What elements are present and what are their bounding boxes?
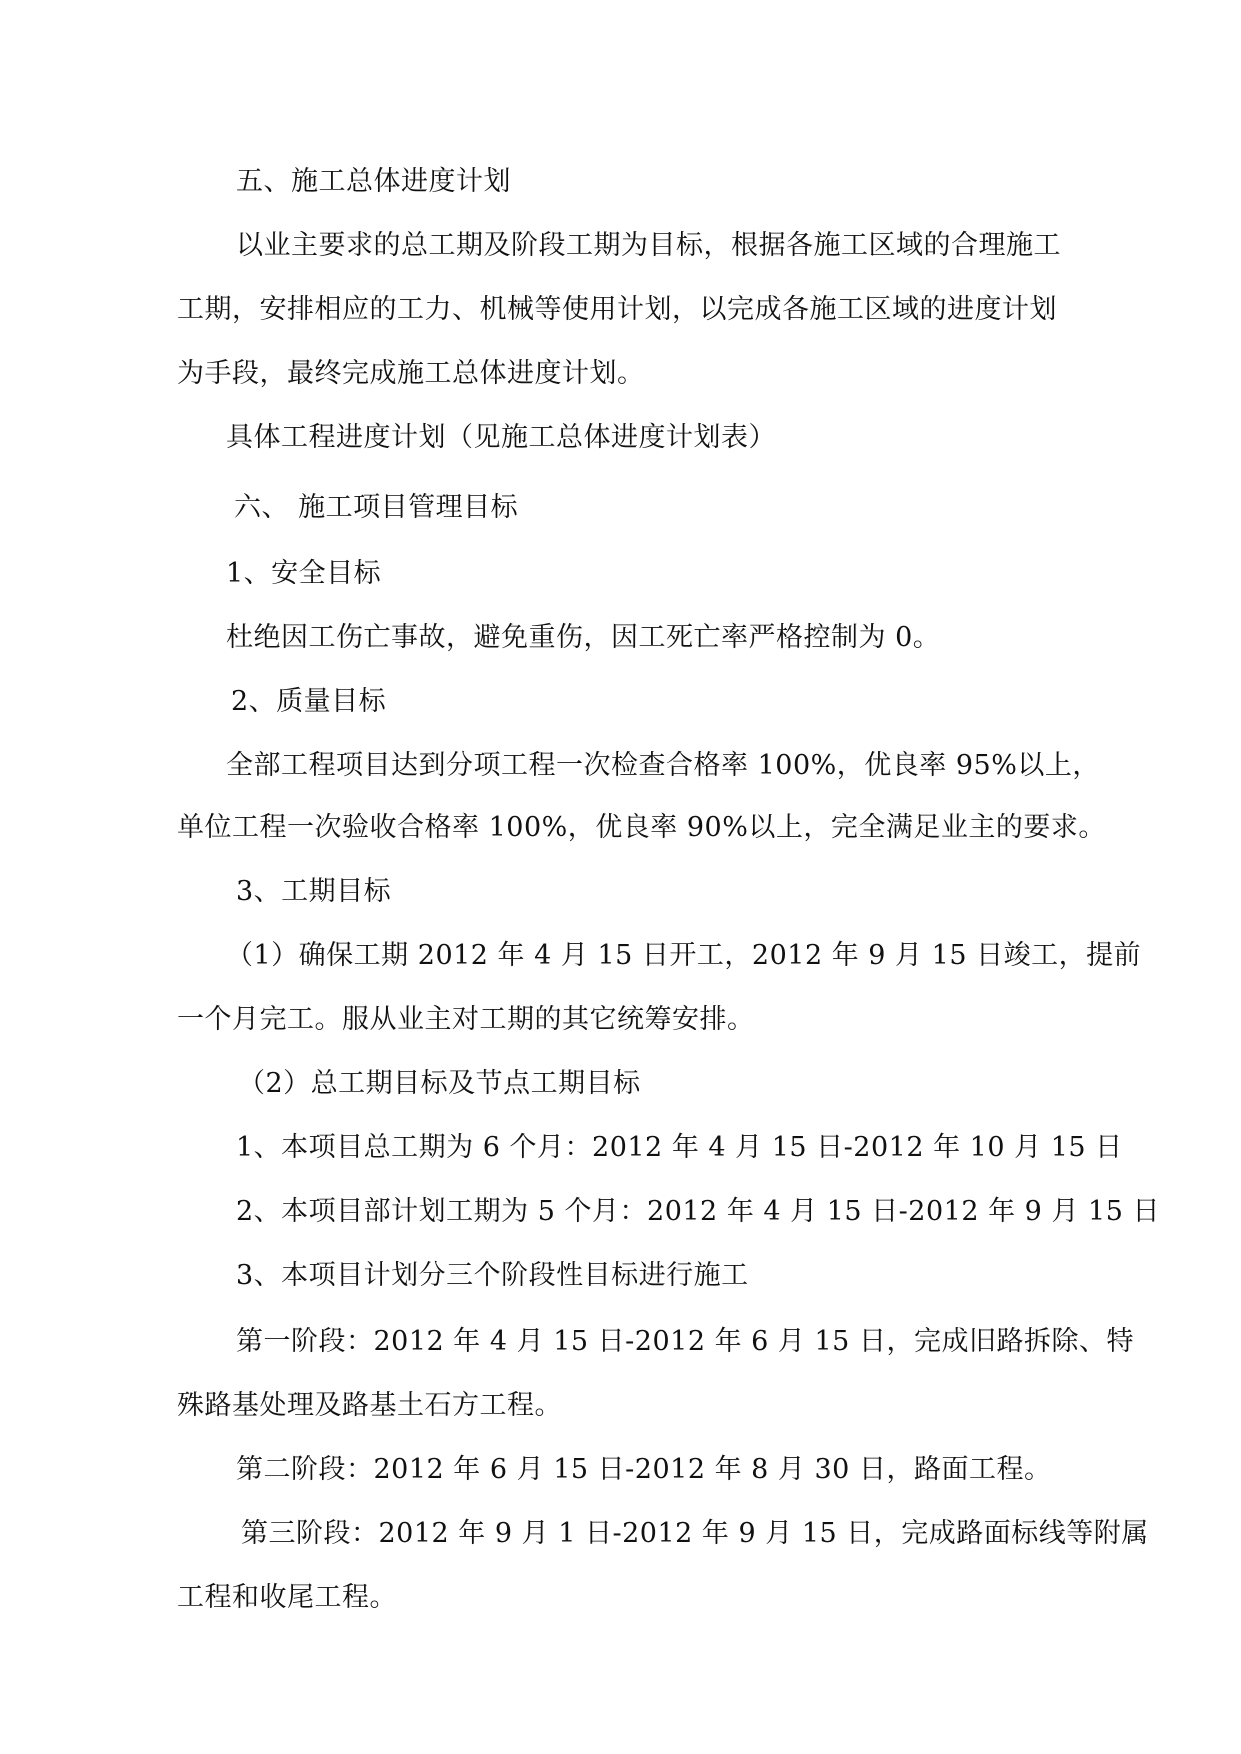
paragraph-line: 以业主要求的总工期及阶段工期为目标，根据各施工区域的合理施工 <box>236 230 1061 261</box>
paragraph-line: 第一阶段：2012 年 4 月 15 日-2012 年 6 月 15 日，完成旧路拆除、特 <box>236 1326 1134 1357</box>
section-heading-schedule: 五、施工总体进度计划 <box>236 166 511 197</box>
paragraph-line: 为手段，最终完成施工总体进度计划。 <box>177 358 645 389</box>
paragraph-line: 工期，安排相应的工力、机械等使用计划，以完成各施工区域的进度计划 <box>177 294 1057 325</box>
paragraph-line: 第二阶段：2012 年 6 月 15 日-2012 年 8 月 30 日，路面工程。 <box>236 1454 1052 1485</box>
paragraph-line: 具体工程进度计划（见施工总体进度计划表） <box>226 422 776 453</box>
paragraph-line: 一个月完工。服从业主对工期的其它统筹安排。 <box>177 1004 755 1035</box>
list-item: 3、本项目计划分三个阶段性目标进行施工 <box>236 1260 749 1291</box>
subheading-safety: 1、安全目标 <box>226 558 382 589</box>
section-heading-management: 六、 施工项目管理目标 <box>234 492 519 523</box>
subheading-node-targets: （2）总工期目标及节点工期目标 <box>238 1068 641 1099</box>
paragraph-line: 工程和收尾工程。 <box>177 1582 397 1613</box>
paragraph-line: 杜绝因工伤亡事故，避免重伤，因工死亡率严格控制为 0。 <box>226 622 941 653</box>
paragraph-line: 第三阶段：2012 年 9 月 1 日-2012 年 9 月 15 日，完成路面标线等附属 <box>241 1518 1149 1549</box>
list-item: 2、本项目部计划工期为 5 个月：2012 年 4 月 15 日-2012 年 9 月 15 日 <box>236 1196 1160 1227</box>
subheading-quality: 2、质量目标 <box>231 686 387 717</box>
paragraph-line: 全部工程项目达到分项工程一次检查合格率 100%，优良率 95%以上， <box>226 750 1100 781</box>
paragraph-line: （1）确保工期 2012 年 4 月 15 日开工，2012 年 9 月 15 日竣工，提前 <box>226 940 1142 971</box>
subheading-schedule-target: 3、工期目标 <box>236 876 392 907</box>
paragraph-line: 单位工程一次验收合格率 100%，优良率 90%以上，完全满足业主的要求。 <box>177 812 1106 843</box>
paragraph-line: 殊路基处理及路基土石方工程。 <box>177 1390 562 1421</box>
list-item: 1、本项目总工期为 6 个月：2012 年 4 月 15 日-2012 年 10 月 15 日 <box>236 1132 1123 1163</box>
